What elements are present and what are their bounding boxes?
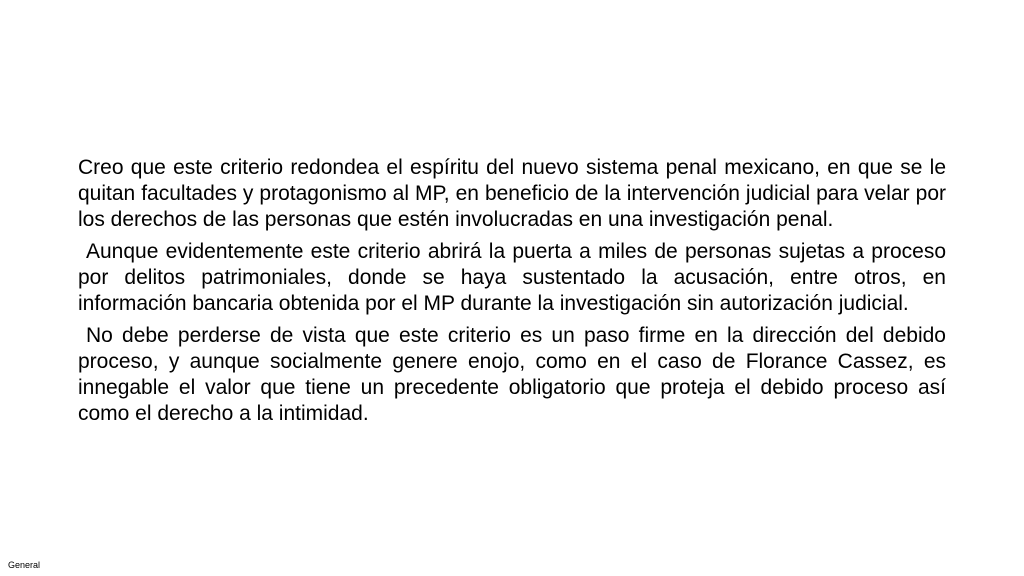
paragraph-3: No debe perderse de vista que este criterio es un paso firme en la dirección del debido proceso, y aunque socialmente genere enojo, como en el caso de Florance Cassez, es innegable el valor que tiene un precedente obligatorio que proteja el debido proceso así como el derecho a la intimidad. [78, 324, 946, 425]
paragraph-1: Creo que este criterio redondea el espíritu del nuevo sistema penal mexicano, en que se le quitan facultades y protagonismo al MP, en beneficio de la intervención judicial para velar por los derechos de las personas que estén involucradas en una investigación penal. [78, 156, 946, 231]
sensitivity-label: General [8, 560, 41, 570]
paragraph-2: Aunque evidentemente este criterio abrirá la puerta a miles de personas sujetas a proceso por delitos patrimoniales, donde se haya sustentado la acusación, entre otros, en información bancaria obtenida por el MP durante la investigación sin autorización judicial. [78, 240, 946, 315]
slide-text-body [78, 155, 946, 433]
